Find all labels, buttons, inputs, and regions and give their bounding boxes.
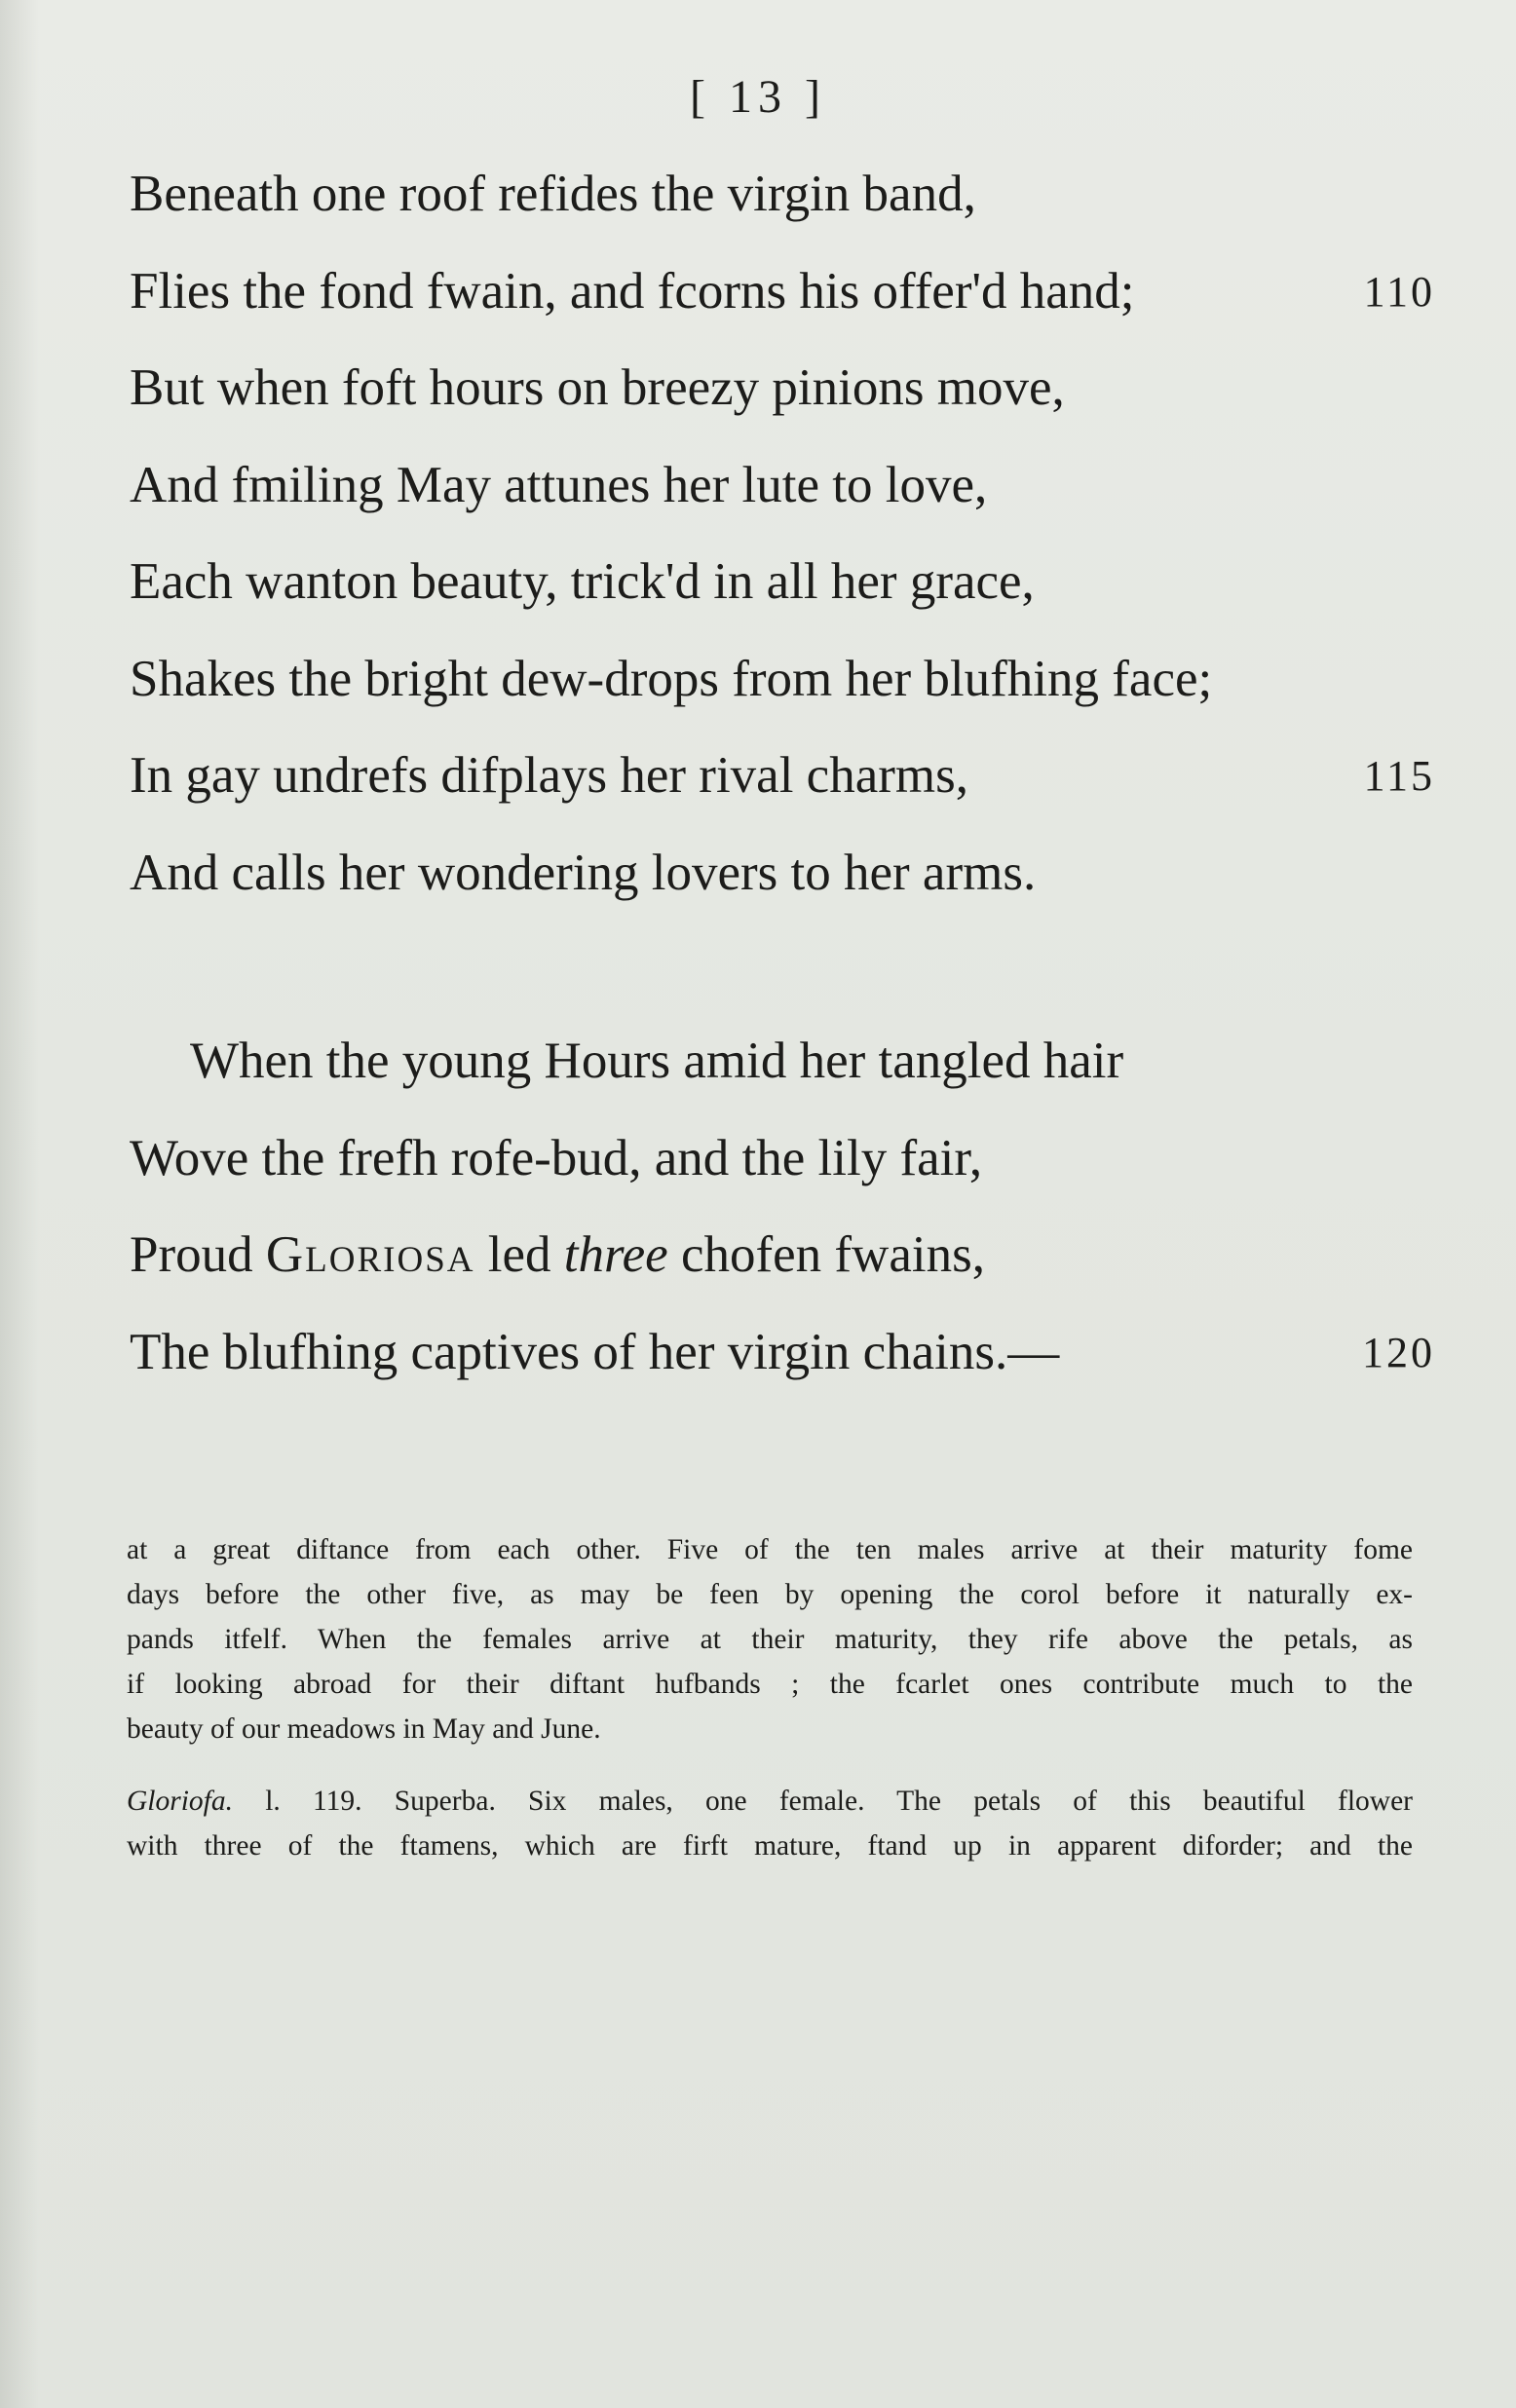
footnote-text: l. 119. Superba. Six males, one female. The petals of this beautiful flower [233,1786,1413,1817]
verse-line [130,825,1435,922]
footnote-gloriosa [127,1779,1413,1868]
verse-text: In gay undrefs difplays her rival charms, [130,747,968,804]
footnote-line: with three of the ftamens, which are firft mature, ftand up in apparent diforder; and the [127,1830,1413,1862]
verse-text: Wove the frefh rofe-bud, and the lily fair, [130,1129,983,1186]
verse-text: Shakes the bright dew-drops from her blufhing face; [130,650,1213,707]
footnote-line: pands itfelf. When the females arrive at their maturity, they rife above the petals, as [127,1624,1413,1655]
verse-line [130,244,1435,341]
verse-text-before: Proud [130,1226,266,1283]
plant-name: Gloriosa [265,1226,475,1283]
verse-line [130,1304,1435,1402]
verse-line [130,1207,1435,1304]
footnote-line [127,1779,1413,1824]
verse-line [130,437,1435,535]
stanza-one [130,146,1435,922]
verse-line [130,1013,1435,1110]
verse-line [130,146,1435,244]
stanza-two [130,1013,1435,1401]
footnote-label: Gloriofa. [127,1786,233,1817]
verse-text: Flies the fond fwain, and fcorns his offer'd hand; [130,262,1135,320]
verse-text-after: chofen fwains, [667,1226,985,1283]
verse-text-middle: led [474,1226,564,1283]
verse-text: But when foft hours on breezy pinions move, [130,359,1065,416]
verse-text: When the young Hours amid her tangled hair [190,1033,1124,1089]
footnote-line: if looking abroad for their diftant hufbands ; the fcarlet ones contribute much to the [127,1669,1413,1700]
verse-line [130,534,1435,631]
footnote-continuation [127,1527,1413,1751]
footnotes [127,1527,1413,1868]
verse-text: The blufhing captives of her virgin chains.— [130,1323,1060,1380]
verse-text: And fmiling May attunes her lute to love, [130,456,988,513]
footnote-line: beauty of our meadows in May and June. [127,1713,601,1745]
verse-text: Each wanton beauty, trick'd in all her grace, [130,553,1035,610]
emphasized-word: three [563,1226,668,1283]
verse-line [130,728,1435,825]
verse-text: Beneath one roof refides the virgin band, [130,166,976,222]
page-number: [ 13 ] [690,71,826,123]
footnote-line: at a great diftance from each other. Five of the ten males arrive at their maturity fome [127,1534,1413,1565]
line-number: 120 [1362,1328,1435,1376]
footnote-line: days before the other five, as may be feen by opening the corol before it naturally ex- [127,1579,1413,1610]
verse-line [130,1110,1435,1208]
verse-text: And calls her wondering lovers to her arms. [130,844,1037,901]
verse-line [130,631,1435,729]
line-number: 110 [1363,267,1435,316]
line-number: 115 [1363,752,1435,800]
verse-line [130,340,1435,437]
